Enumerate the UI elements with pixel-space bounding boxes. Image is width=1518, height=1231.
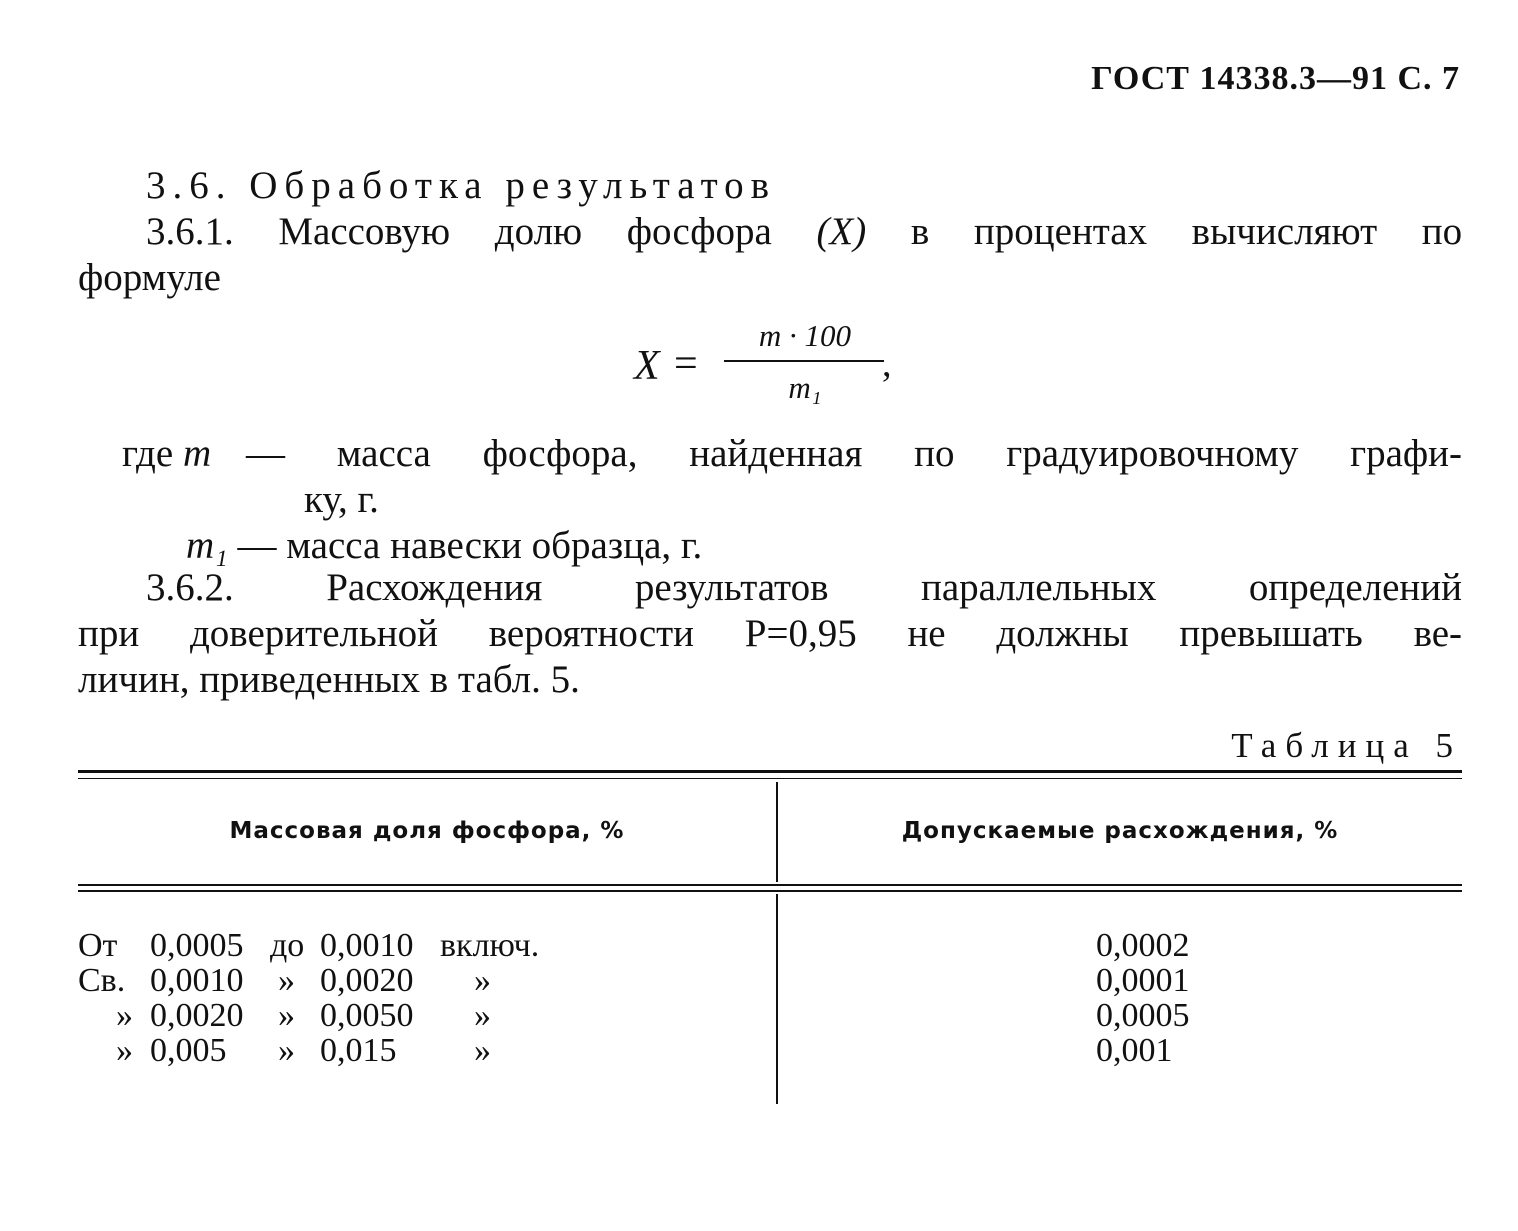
paragraph-1-line-1 xyxy=(146,208,1462,256)
para2-probability: P=0,95 xyxy=(744,612,857,655)
para1-word: 3.6.1. xyxy=(146,210,234,253)
table-body-divider xyxy=(776,894,778,1104)
para2-word: результатов xyxy=(634,566,829,609)
row-suffix: » xyxy=(474,997,491,1034)
row-to: 0,015 xyxy=(320,1032,397,1069)
definition-word: — xyxy=(246,432,285,475)
para2-word: параллельных xyxy=(920,566,1157,609)
row-suffix: включ. xyxy=(440,927,540,964)
row-to: 0,0010 xyxy=(320,927,414,964)
row-suffix: » xyxy=(474,1032,491,1069)
para2-word: ве- xyxy=(1413,612,1463,655)
table-header-mass-fraction: Массовая доля фосфора, % xyxy=(229,818,625,844)
para2-word: вероятности xyxy=(488,612,695,655)
row-prefix: От xyxy=(78,927,118,964)
definition-m-line-1 xyxy=(246,430,1462,478)
para1-word: по xyxy=(1421,210,1463,253)
row-prefix: » xyxy=(116,1032,133,1069)
para2-word: 3.6.2. xyxy=(146,566,234,609)
para1-word: вычисляют xyxy=(1191,210,1378,253)
definition-word: графи- xyxy=(1350,432,1463,475)
paragraph-1-line-2: формуле xyxy=(78,256,221,299)
formula-comma: , xyxy=(882,343,892,385)
fraction-bar xyxy=(724,360,884,362)
row-suffix: » xyxy=(474,962,491,999)
paragraph-2-line-2 xyxy=(78,610,1462,658)
table-header-tolerance: Допускаемые расхождения, % xyxy=(901,818,1339,844)
row-separator: » xyxy=(278,1032,295,1069)
definition-word: фосфора, xyxy=(482,432,638,475)
row-to: 0,0050 xyxy=(320,997,414,1034)
para2-word: определений xyxy=(1248,566,1463,609)
para2-word: не xyxy=(907,612,946,655)
para1-word: в xyxy=(910,210,930,253)
para2-word: превышать xyxy=(1179,612,1363,655)
table-top-rule-thin xyxy=(78,778,1462,779)
row-tolerance: 0,001 xyxy=(1096,1032,1173,1069)
table-top-rule xyxy=(78,770,1462,773)
definition-m-symbol: m xyxy=(182,432,212,475)
formula-equals: = xyxy=(674,341,698,387)
row-separator: » xyxy=(278,997,295,1034)
row-from: 0,0005 xyxy=(150,927,244,964)
para1-variable: (X) xyxy=(816,210,867,253)
row-separator: » xyxy=(278,962,295,999)
formula-numerator: m · 100 xyxy=(758,318,852,353)
definition-word: по xyxy=(914,432,955,475)
para1-word: процентах xyxy=(973,210,1148,253)
definition-m1-text: — масса навески образца, г. xyxy=(237,524,703,567)
section-title: 3.6. Обработка результатов xyxy=(146,164,777,207)
row-prefix: » xyxy=(116,997,133,1034)
row-tolerance: 0,0001 xyxy=(1096,962,1190,999)
formula-lhs: X xyxy=(634,343,660,389)
row-from: 0,005 xyxy=(150,1032,227,1069)
formula-denominator: m₁ xyxy=(788,370,822,405)
para1-word: долю xyxy=(494,210,583,253)
definition-where: где xyxy=(122,432,174,475)
para1-word: Массовую xyxy=(278,210,451,253)
row-separator: до xyxy=(270,927,305,964)
row-from: 0,0010 xyxy=(150,962,244,999)
para1-word: фосфора xyxy=(626,210,772,253)
page-header: ГОСТ 14338.3—91 С. 7 xyxy=(1091,60,1460,97)
table-header-rule-double xyxy=(78,890,1462,892)
definition-word: градуировочному xyxy=(1006,432,1299,475)
table-header-rule xyxy=(78,884,1462,886)
para2-word: доверительной xyxy=(189,612,439,655)
para2-word: Расхождения xyxy=(326,566,543,609)
paragraph-2-line-3: личин, приведенных в табл. 5. xyxy=(78,658,580,701)
row-to: 0,0020 xyxy=(320,962,414,999)
row-from: 0,0020 xyxy=(150,997,244,1034)
row-prefix: Св. xyxy=(78,962,126,999)
definition-m1-symbol: m₁ xyxy=(186,524,228,567)
para2-word: должны xyxy=(996,612,1129,655)
paragraph-2-line-1 xyxy=(146,564,1462,612)
row-tolerance: 0,0005 xyxy=(1096,997,1190,1034)
para2-word: при xyxy=(78,612,140,655)
definition-m-line-2: ку, г. xyxy=(304,478,379,521)
table-title: Таблица 5 xyxy=(1231,726,1462,765)
row-tolerance: 0,0002 xyxy=(1096,927,1190,964)
definition-word: масса xyxy=(336,432,431,475)
definition-m1 xyxy=(186,522,702,570)
definition-intro xyxy=(122,430,211,478)
definition-word: найденная xyxy=(689,432,863,475)
